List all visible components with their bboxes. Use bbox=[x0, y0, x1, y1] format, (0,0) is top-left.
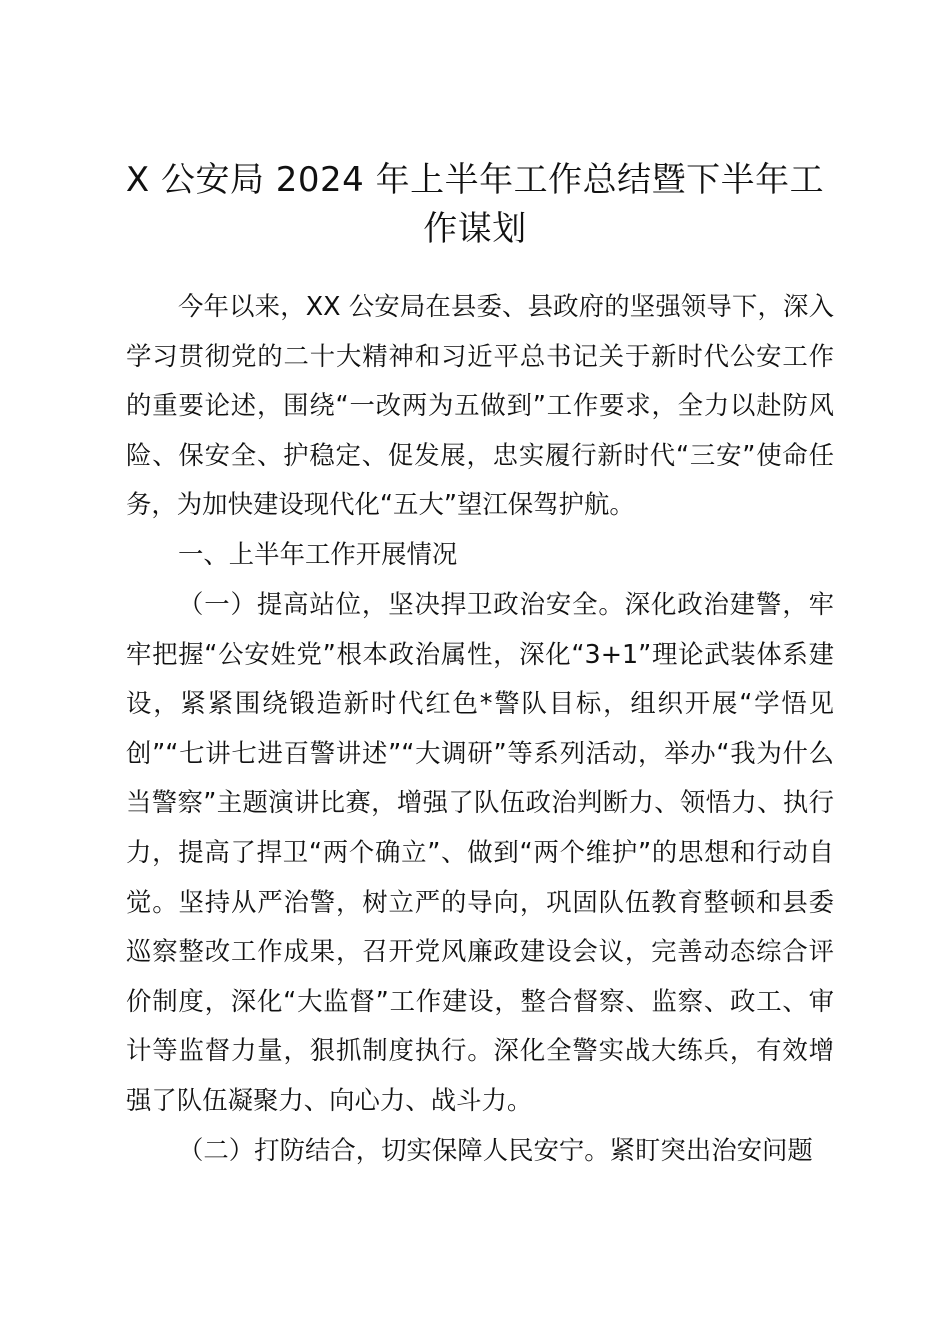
section-2-paragraph: （二）打防结合，切实保障人民安宁。紧盯突出治安问题 bbox=[178, 1135, 813, 1165]
section-heading: 一、上半年工作开展情况 bbox=[178, 539, 458, 569]
document-title: X 公安局 2024 年上半年工作总结暨下半年工作谋划 bbox=[125, 160, 825, 249]
intro-paragraph: 今年以来，XX 公安局在县委、县政府的坚强领导下，深入学习贯彻党的二十大精神和习近平总书记关于新时代公安工作的重要论述，围绕“一改两为五做到”工作要求，全力以赴防风险、保安全、护稳定、促发展，忠实履行新时代“三安”使命任务，为加快建设现代化“五大”望江保驾护航。 bbox=[126, 291, 834, 520]
section-1-paragraph: （一）提高站位，坚决捍卫政治安全。深化政治建警，牢牢把握“公安姓党”根本政治属性，深化“3+1”理论武装体系建设，紧紧围绕锻造新时代红色*警队目标，组织开展“学悟见创”“七讲七进百警讲述”“大调研”等系列活动，举办“我为什么当警察”主题演讲比赛，增强了队伍政治判断力、领悟力、执行力，提高了捍卫“两个确立”、做到“两个维护”的思想和行动自觉。坚持从严治警，树立严的导向，巩固队伍教育整顿和县委巡察整改工作成果，召开党风廉政建设会议，完善动态综合评价制度，深化“大监督”工作建设，整合督察、监察、政工、审计等监督力量，狠抓制度执行。深化全警实战大练兵，有效增强了队伍凝聚力、向心力、战斗力。 bbox=[126, 589, 834, 1115]
